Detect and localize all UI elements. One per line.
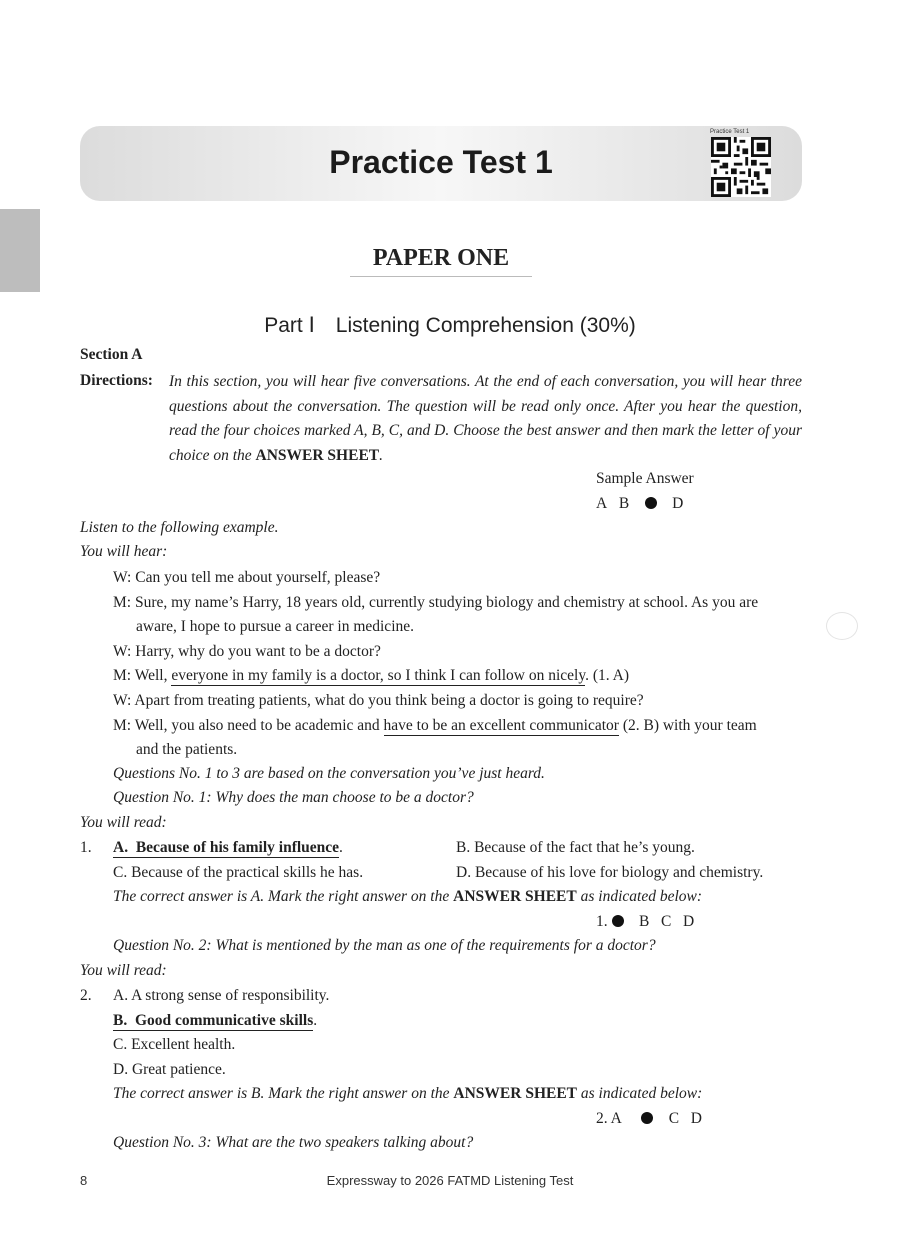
- dialogue-line-continued: and the patients.: [136, 741, 238, 758]
- dialogue-line: M: Well, you also need to be academic and have to be an excellent communicator (2. B) with your team: [113, 717, 757, 734]
- dialogue-line: W: Harry, why do you want to be a doctor?: [113, 643, 381, 660]
- filled-bubble-icon: [612, 915, 624, 927]
- dialogue-line: M: Well, everyone in my family is a doctor, so I think I can follow on nicely. (1. A): [113, 667, 630, 684]
- test-title: Practice Test 1: [329, 144, 553, 180]
- watermark-icon: [826, 612, 858, 640]
- sample-answer-marks: A B D: [596, 495, 684, 512]
- you-will-hear: You will hear:: [80, 543, 168, 560]
- key-phrase: everyone in my family is a doctor, so I think I can follow on nicely: [171, 667, 586, 684]
- sample-answer-label: Sample Answer: [596, 470, 694, 487]
- option-1b: B. Because of the fact that he’s young.: [456, 839, 695, 856]
- dialogue-line-continued: aware, I hope to pursue a career in medicine.: [136, 618, 415, 635]
- paper-title: PAPER ONE: [350, 245, 532, 277]
- directions-text: In this section, you will hear five conversations. At the end of each conversation, you will hear three questions about the conversation. The question will be read only once. After you hear the question, read the four choices marked A, B, C, and D. Choose the best answer and then mark the letter of your choice on the ANSWER SHEET.: [169, 373, 802, 464]
- listen-instruction: Listen to the following example.: [80, 519, 279, 536]
- page-number: 8: [80, 1173, 88, 1188]
- part-title: Part Ⅰ Listening Comprehension (30%): [264, 314, 636, 337]
- item-number: 1.: [80, 839, 92, 856]
- footer-title: Expressway to 2026 FATMD Listening Test: [326, 1173, 574, 1188]
- option-2b: B. Good communicative skills.: [113, 1012, 318, 1029]
- option-2a: A. A strong sense of responsibility.: [113, 987, 330, 1004]
- answer-mark-1: 1. B C D: [596, 913, 695, 930]
- filled-bubble-icon: [645, 497, 657, 509]
- option-2c: C. Excellent health.: [113, 1036, 236, 1053]
- questions-note: Questions No. 1 to 3 are based on the conversation you’ve just heard.: [113, 765, 545, 782]
- dialogue-line: M: Sure, my name’s Harry, 18 years old, currently studying biology and chemistry at school. As you are: [113, 594, 759, 611]
- section-heading: Section A: [80, 346, 143, 363]
- filled-bubble-icon: [641, 1112, 653, 1124]
- item-number: 2.: [80, 987, 92, 1004]
- key-phrase: have to be an excellent communicator: [383, 717, 619, 734]
- correct-answer-2: The correct answer is B. Mark the right answer on the ANSWER SHEET as indicated below:: [113, 1085, 703, 1102]
- dialogue-line: W: Apart from treating patients, what do you think being a doctor is going to require?: [113, 692, 644, 709]
- side-tab: [0, 209, 40, 292]
- answer-mark-2: 2. A C D: [596, 1110, 702, 1127]
- correct-answer-1: The correct answer is A. Mark the right answer on the ANSWER SHEET as indicated below:: [113, 888, 703, 905]
- qr-code-icon: [710, 137, 772, 197]
- test-banner: [80, 126, 802, 201]
- option-1c: C. Because of the practical skills he has.: [113, 864, 364, 881]
- directions-label: Directions:: [80, 372, 153, 389]
- question-1: Question No. 1: Why does the man choose to be a doctor?: [113, 789, 474, 806]
- question-3: Question No. 3: What are the two speakers talking about?: [113, 1134, 474, 1151]
- you-will-read: You will read:: [80, 962, 167, 979]
- question-2: Question No. 2: What is mentioned by the man as one of the requirements for a doctor?: [113, 937, 656, 954]
- option-2d: D. Great patience.: [113, 1061, 226, 1078]
- option-1a: A. Because of his family influence.: [113, 839, 343, 856]
- dialogue-line: W: Can you tell me about yourself, please?: [113, 569, 381, 586]
- qr-caption: Practice Test 1: [710, 129, 750, 135]
- option-1d: D. Because of his love for biology and chemistry.: [456, 864, 764, 881]
- you-will-read: You will read:: [80, 814, 167, 831]
